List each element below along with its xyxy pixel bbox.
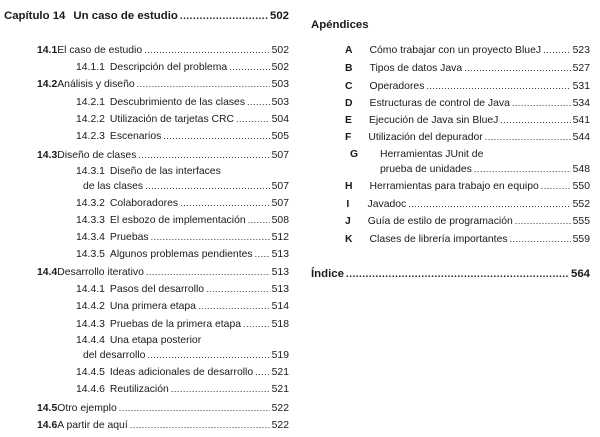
entry-title: Colaboradores: [109, 198, 179, 209]
appendix-letter: A: [345, 45, 353, 56]
appendix-letter: H: [345, 181, 353, 192]
appendix-entry: [345, 215, 590, 228]
leader-dots: [180, 197, 270, 209]
leader-dots: [236, 113, 270, 125]
leader-dots: [243, 318, 270, 330]
appendix-entry: [345, 198, 590, 211]
appendix-page: 527: [572, 63, 590, 74]
leader-dots: [147, 349, 269, 361]
appendix-title: Ejecución de Java sin BlueJ: [368, 115, 499, 126]
toc-entry: [76, 248, 289, 261]
entry-title: Utilización de tarjetas CRC: [109, 114, 235, 125]
leader-dots: [510, 233, 571, 245]
appendix-page: 552: [572, 199, 590, 210]
leader-dots: [543, 44, 571, 56]
entry-page: 504: [271, 114, 289, 125]
section-number: 14.2.3: [76, 131, 105, 142]
entry-page: 507: [271, 150, 289, 161]
entry-title: Escenarios: [109, 131, 162, 142]
leader-dots: [408, 198, 570, 210]
toc-entry: [83, 180, 289, 193]
toc-entry: [37, 78, 289, 91]
leader-dots: [512, 97, 571, 109]
toc-entry: [76, 318, 289, 331]
appendix-page: 548: [572, 164, 590, 175]
section-number: 14.2.1: [76, 97, 105, 108]
entry-title: Algunos problemas pendientes: [109, 249, 253, 260]
entry-title: Reutilización: [109, 384, 169, 395]
appendix-entry: [345, 44, 590, 57]
entry-title: del desarrollo: [83, 350, 146, 361]
leader-dots: [247, 96, 270, 108]
section-number: 14.3.5: [76, 249, 105, 260]
appendix-page: 559: [572, 234, 590, 245]
index-heading: [311, 268, 590, 281]
section-number: 14.6: [37, 420, 58, 431]
leader-dots: [426, 80, 570, 92]
leader-dots: [145, 180, 270, 192]
toc-entry: [76, 383, 289, 396]
appendix-page: 531: [572, 81, 590, 92]
appendix-page: 534: [572, 98, 590, 109]
leader-dots: [171, 383, 270, 395]
toc-entry: [76, 130, 289, 143]
appendix-letter: G: [349, 149, 359, 160]
appendix-title: Utilización del depurador: [368, 132, 483, 143]
entry-title: Pasos del desarrollo: [109, 284, 205, 295]
entry-title: El caso de estudio: [57, 45, 143, 56]
leader-dots: [130, 419, 270, 431]
leader-dots: [206, 283, 270, 295]
appendix-entry: [345, 114, 590, 127]
entry-title-line1: Diseño de las interfaces: [109, 166, 221, 177]
leader-dots: [229, 61, 270, 73]
toc-entry: [76, 231, 289, 244]
leader-dots: [151, 231, 270, 243]
leader-dots: [255, 366, 270, 378]
appendix-letter: C: [345, 81, 353, 92]
leader-dots: [474, 163, 571, 175]
leader-dots: [541, 180, 571, 192]
section-number: 14.1: [37, 45, 58, 56]
entry-title: Ideas adicionales de desarrollo: [109, 367, 254, 378]
appendix-entry: [345, 62, 590, 75]
toc-entry: [76, 197, 289, 210]
section-number: 14.2.2: [76, 114, 105, 125]
section-number: 14.3: [37, 150, 58, 161]
entry-title: Pruebas de la primera etapa: [109, 319, 242, 330]
appendix-entry: [345, 180, 590, 193]
chapter-heading: [4, 10, 289, 23]
entry-page: 502: [271, 45, 289, 56]
entry-page: 507: [271, 198, 289, 209]
leader-dots: [137, 78, 270, 90]
appendices-heading-text: Apéndices: [311, 19, 369, 31]
entry-title: Análisis y diseño: [57, 79, 135, 90]
toc-entry: [37, 419, 289, 432]
appendix-letter: K: [345, 234, 353, 245]
leader-dots: [144, 44, 270, 56]
entry-page: 521: [271, 367, 289, 378]
appendix-entry: [345, 97, 590, 110]
appendix-title: prueba de unidades: [380, 164, 472, 175]
toc-entry-line1: [76, 166, 289, 178]
section-number: 14.2: [37, 79, 58, 90]
appendix-page: 544: [572, 132, 590, 143]
section-number: 14.3.1: [76, 166, 105, 177]
section-number: 14.1.1: [76, 62, 105, 73]
leader-dots: [248, 214, 270, 226]
toc-entry: [76, 214, 289, 227]
leader-dots: [180, 11, 268, 23]
appendix-letter: J: [345, 216, 351, 227]
appendix-page: 541: [572, 115, 590, 126]
chapter-title: Un caso de estudio: [73, 10, 178, 22]
entry-page: 514: [271, 301, 289, 312]
section-number: 14.4.1: [76, 284, 105, 295]
appendix-entry: [345, 233, 590, 246]
leader-dots: [255, 248, 270, 260]
entry-page: 521: [271, 384, 289, 395]
chapter-label: Capítulo 14: [4, 10, 66, 22]
toc-entry: [83, 349, 289, 362]
leader-dots: [485, 131, 571, 143]
entry-title-line1: Una etapa posterior: [109, 335, 202, 346]
entry-page: 508: [271, 215, 289, 226]
entry-title: de las clases: [83, 181, 144, 192]
leader-dots: [138, 149, 269, 161]
section-number: 14.4.5: [76, 367, 105, 378]
section-number: 14.4.4: [76, 335, 105, 346]
index-page: 564: [570, 268, 590, 280]
appendix-title: Clases de librería importantes: [369, 234, 508, 245]
section-number: 14.5: [37, 403, 58, 414]
entry-page: 512: [271, 232, 289, 243]
leader-dots: [163, 130, 269, 142]
appendix-entry: [345, 80, 590, 93]
appendix-title: Javadoc: [367, 199, 407, 210]
entry-title: A partir de aquí: [57, 420, 128, 431]
appendix-letter: F: [345, 132, 352, 143]
toc-entry-line1: [76, 335, 289, 347]
entry-title: Otro ejemplo: [57, 403, 117, 414]
toc-entry: [37, 44, 289, 57]
appendix-title: Guía de estilo de programación: [367, 216, 513, 227]
leader-dots: [198, 300, 270, 312]
appendix-page: 555: [572, 216, 590, 227]
appendix-letter: B: [345, 63, 353, 74]
leader-dots: [119, 402, 270, 414]
toc-entry: [76, 61, 289, 74]
toc-entry: [76, 366, 289, 379]
entry-page: 522: [271, 420, 289, 431]
entry-title: Desarrollo iterativo: [57, 267, 144, 278]
appendix-page: 550: [572, 181, 590, 192]
section-number: 14.4.6: [76, 384, 105, 395]
entry-title: Descubrimiento de las clases: [109, 97, 246, 108]
entry-page: 503: [271, 97, 289, 108]
entry-page: 513: [271, 249, 289, 260]
appendices-heading: [311, 19, 369, 31]
leader-dots: [146, 266, 270, 278]
entry-title: Una primera etapa: [109, 301, 196, 312]
appendix-letter: E: [345, 115, 352, 126]
entry-page: 513: [271, 267, 289, 278]
entry-page: 505: [271, 131, 289, 142]
leader-dots: [515, 215, 571, 227]
toc-entry: [76, 96, 289, 109]
entry-page: 513: [271, 284, 289, 295]
appendix-title: Tipos de datos Java: [369, 63, 463, 74]
section-number: 14.4: [37, 267, 58, 278]
toc-entry: [37, 149, 289, 162]
toc-entry: [76, 283, 289, 296]
appendix-letter: I: [346, 199, 350, 210]
appendix-page: 523: [572, 45, 590, 56]
toc-entry: [37, 266, 289, 279]
section-number: 14.3.3: [76, 215, 105, 226]
appendix-title: Operadores: [369, 81, 425, 92]
entry-title: Diseño de clases: [57, 150, 137, 161]
appendix-title: Estructuras de control de Java: [369, 98, 510, 109]
index-title: Índice: [311, 268, 344, 280]
section-number: 14.3.2: [76, 198, 105, 209]
entry-title: Descripción del problema: [109, 62, 228, 73]
appendix-title: Herramientas para trabajo en equipo: [369, 181, 539, 192]
toc-entry: [37, 402, 289, 415]
entry-page: 507: [271, 181, 289, 192]
chapter-page: 502: [269, 10, 289, 22]
entry-title: Pruebas: [109, 232, 149, 243]
appendix-entry: [345, 131, 590, 144]
section-number: 14.3.4: [76, 232, 105, 243]
leader-dots: [500, 114, 570, 126]
leader-dots: [464, 62, 571, 74]
appendix-entry-line1: [345, 149, 590, 161]
entry-page: 519: [271, 350, 289, 361]
entry-page: 503: [271, 79, 289, 90]
appendix-title-line1: Herramientas JUnit de: [380, 149, 484, 160]
section-number: 14.4.2: [76, 301, 105, 312]
appendix-entry: [380, 163, 590, 176]
toc-entry: [76, 300, 289, 313]
entry-page: 522: [271, 403, 289, 414]
toc-entry: [76, 113, 289, 126]
entry-page: 502: [271, 62, 289, 73]
leader-dots: [346, 269, 569, 281]
section-number: 14.4.3: [76, 319, 105, 330]
entry-page: 518: [271, 319, 289, 330]
entry-title: El esbozo de implementación: [109, 215, 246, 226]
appendix-title: Cómo trabajar con un proyecto BlueJ: [369, 45, 542, 56]
appendix-letter: D: [345, 98, 353, 109]
